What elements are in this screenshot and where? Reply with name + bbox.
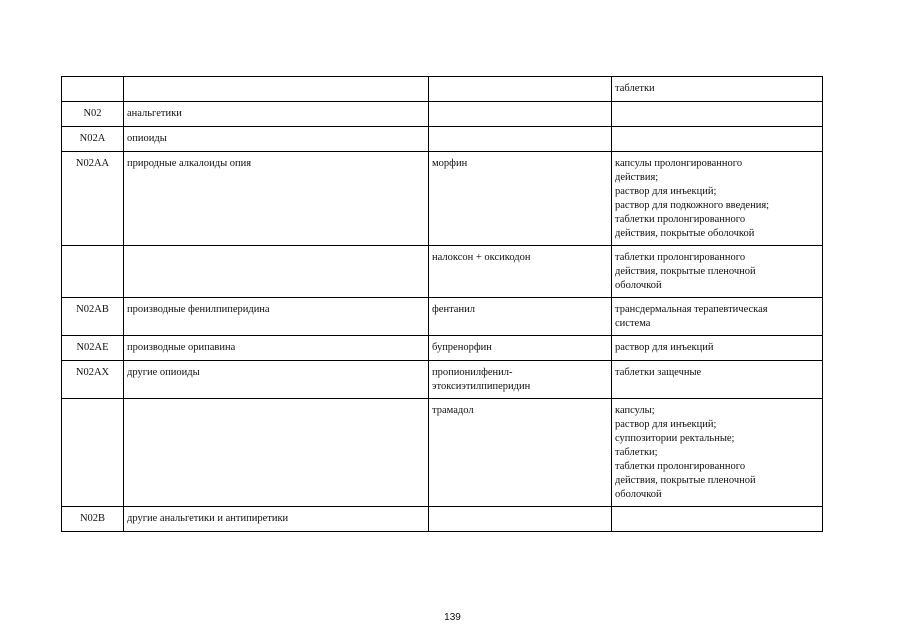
atc-code-cell: N02 xyxy=(62,102,124,127)
table-row xyxy=(62,246,823,298)
dosage-form-cell: капсулы; раствор для инъекций; суппозитории ректальные; таблетки; таблетки пролонгированного действия, покрытые пленочной оболочкой xyxy=(612,399,823,507)
drug-name-cell xyxy=(429,102,612,127)
group-name-cell xyxy=(124,399,429,507)
table-row xyxy=(62,77,823,102)
drug-name-cell: налоксон + оксикодон xyxy=(429,246,612,298)
drug-name-cell: трамадол xyxy=(429,399,612,507)
group-name-cell xyxy=(124,77,429,102)
atc-code-cell: N02B xyxy=(62,507,124,532)
table-row xyxy=(62,298,823,336)
group-name-cell: производные орипавина xyxy=(124,336,429,361)
group-name-cell: природные алкалоиды опия xyxy=(124,152,429,246)
dosage-form-cell xyxy=(612,507,823,532)
dosage-form-cell: таблетки xyxy=(612,77,823,102)
drug-name-cell xyxy=(429,77,612,102)
table-row xyxy=(62,336,823,361)
dosage-form-cell xyxy=(612,102,823,127)
drug-name-cell xyxy=(429,127,612,152)
atc-code-cell: N02AX xyxy=(62,361,124,399)
group-name-cell: другие анальгетики и антипиретики xyxy=(124,507,429,532)
dosage-form-cell: раствор для инъекций xyxy=(612,336,823,361)
atc-code-cell: N02AA xyxy=(62,152,124,246)
group-name-cell: анальгетики xyxy=(124,102,429,127)
drug-name-cell: морфин xyxy=(429,152,612,246)
drug-name-cell: фентанил xyxy=(429,298,612,336)
dosage-form-cell: капсулы пролонгированного действия; раствор для инъекций; раствор для подкожного введения; таблетки пролонгированного действия, покрытые оболочкой xyxy=(612,152,823,246)
dosage-form-cell: таблетки защечные xyxy=(612,361,823,399)
drug-name-cell: пропионилфенил- этоксиэтилпиперидин xyxy=(429,361,612,399)
table-row xyxy=(62,152,823,246)
page-number: 139 xyxy=(444,612,461,623)
drug-classification-table xyxy=(61,76,823,532)
table-row xyxy=(62,102,823,127)
table-body xyxy=(62,77,823,532)
table-row xyxy=(62,507,823,532)
group-name-cell xyxy=(124,246,429,298)
group-name-cell: производные фенилпиперидина xyxy=(124,298,429,336)
atc-code-cell xyxy=(62,246,124,298)
drug-name-cell: бупренорфин xyxy=(429,336,612,361)
table-row xyxy=(62,399,823,507)
group-name-cell: опиоиды xyxy=(124,127,429,152)
atc-code-cell xyxy=(62,399,124,507)
table-row xyxy=(62,127,823,152)
atc-code-cell: N02A xyxy=(62,127,124,152)
dosage-form-cell xyxy=(612,127,823,152)
drug-name-cell xyxy=(429,507,612,532)
atc-code-cell: N02AE xyxy=(62,336,124,361)
atc-code-cell xyxy=(62,77,124,102)
atc-code-cell: N02AB xyxy=(62,298,124,336)
table-row xyxy=(62,361,823,399)
dosage-form-cell: трансдермальная терапевтическая система xyxy=(612,298,823,336)
dosage-form-cell: таблетки пролонгированного действия, покрытые пленочной оболочкой xyxy=(612,246,823,298)
group-name-cell: другие опиоиды xyxy=(124,361,429,399)
